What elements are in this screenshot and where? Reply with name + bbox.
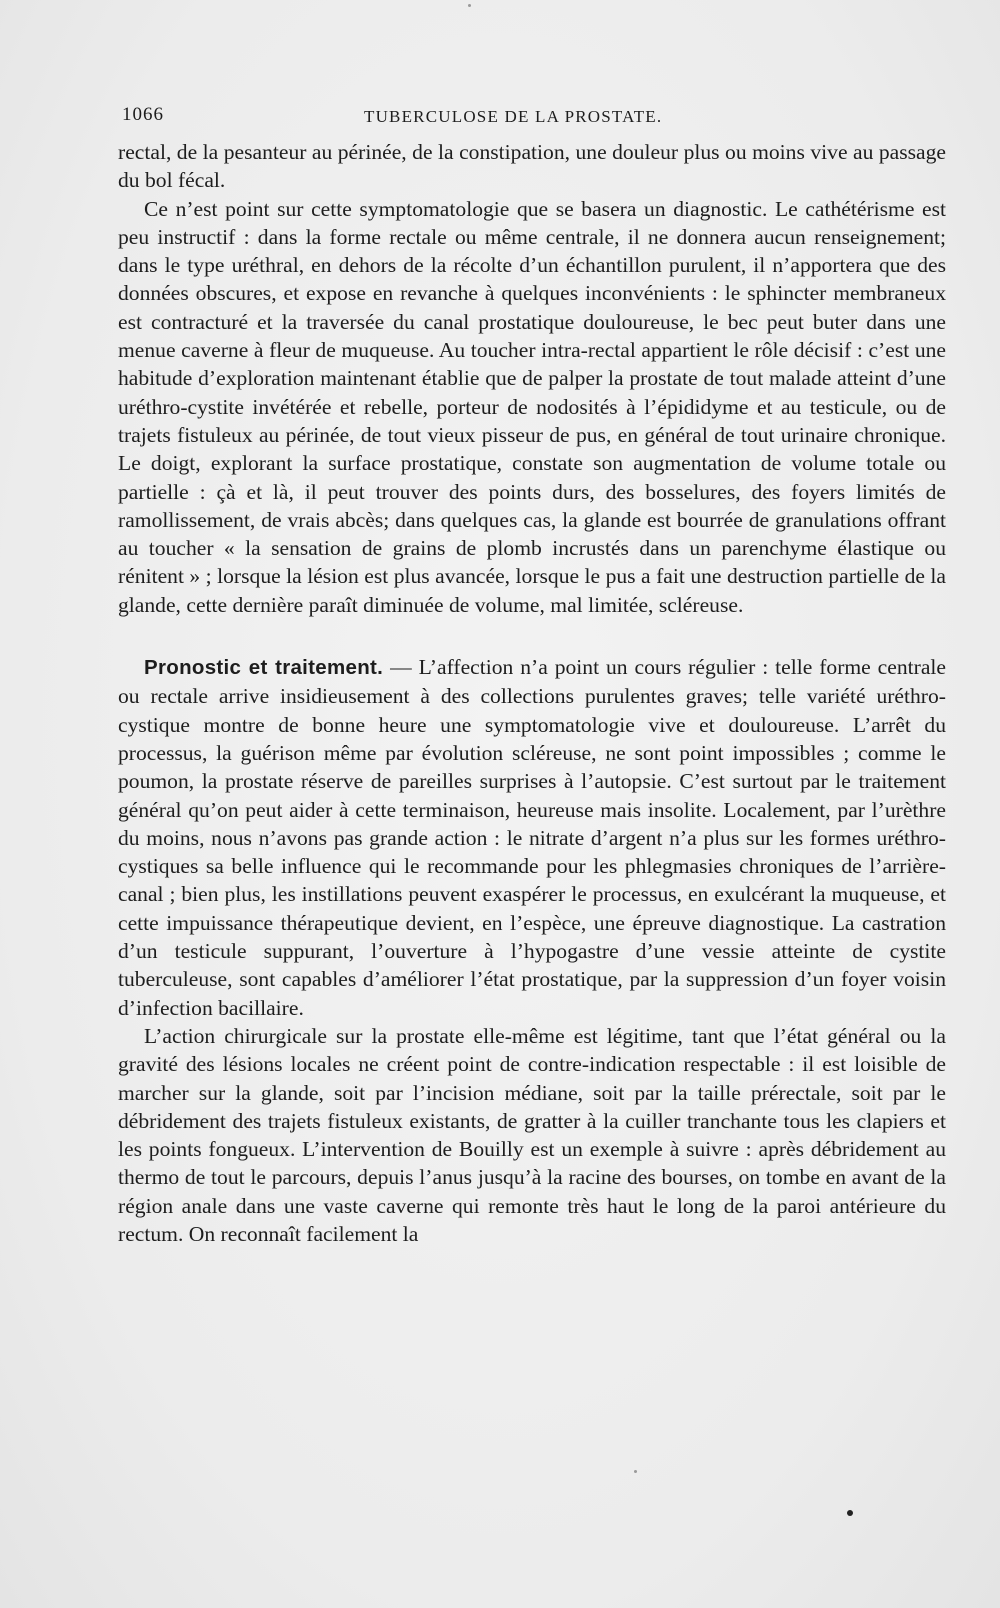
paragraph-continuation: rectal, de la pesanteur au périnée, de la constipation, une douleur plus ou moins vive au passage du bol fécal. [118, 140, 946, 193]
running-title: TUBERCULOSE DE LA PROSTATE. [364, 107, 663, 126]
ink-dot [847, 1510, 853, 1516]
paragraph-pronostic [118, 653, 946, 1022]
running-head [122, 104, 942, 134]
page-number: 1066 [122, 104, 164, 125]
paragraph-chirurgicale: L’action chirurgicale sur la prostate elle-même est légitime, tant que l’état général ou la gravité des lésions locales ne créent point de contre-indication respectable : il est loisible de marcher sur la glande, soit par l’incision médiane, soit par la taille prérectale, soit par le débridement des trajets fistuleux existants, de gratter à la cuiller tranchante tous les clapiers et les points fongueux. L’intervention de Bouilly est un exemple à suivre : après débridement au thermo de tout le parcours, depuis l’anus jusqu’à la racine des bourses, on tombe en avant de la région anale dans une vaste caverne qui remonte très haut le long de la paroi antérieure du rectum. On reconnaît facilement la [118, 1023, 946, 1246]
body-text [118, 138, 946, 1248]
paragraph-diagnostic: Ce n’est point sur cette symptomatologie que se basera un diagnostic. Le cathétérisme est peu instructif : dans la forme rectale ou même centrale, il ne donnera aucun renseignement; dans le type uréthral, en dehors de la récolte d’un échantillon purulent, il n’apportera que des données obscures, et expose en revanche à quelques inconvénients : le sphincter membraneux est contracturé et la traversée du canal prostatique douloureuse, le bec peut buter dans une menue caverne à fleur de muqueuse. Au toucher intra-rectal appartient le rôle décisif : c’est une habitude d’exploration maintenant établie que de palper la prostate de tout malade atteint d’une uréthro-cystite invétérée et rebelle, porteur de nodosités à l’épididyme et au testicule, ou de trajets fistuleux au périnée, de tout vieux pisseur de pus, en général de tout urinaire chronique. Le doigt, explorant la surface prostatique, constate son augmentation de volume totale ou partielle : çà et là, il peut trouver des points durs, des bosselures, des foyers limités de ramollissement, de vrais abcès; dans quelques cas, la glande est bourrée de granulations offrant au toucher « la sensation de grains de plomb incrustés dans un parenchyme élastique ou rénitent » ; lorsque la lésion est plus avancée, lorsque le pus a fait une destruction partielle de la glande, cette dernière paraît diminuée de volume, mal limitée, scléreuse. [118, 196, 946, 617]
section-heading: Pronostic et traitement. [144, 656, 384, 680]
ink-speck [468, 4, 471, 7]
section-gap [118, 619, 946, 653]
paragraph-pronostic-text: — L’affection n’a point un cours régulier : telle forme centrale ou rectale arrive insidieusement à des collections purulentes graves; telle variété uréthro-cystique montre de bonne heure une symptomatologie vive et douloureuse. L’arrêt du processus, la guérison même par évolution scléreuse, ne sont point impossibles ; comme le poumon, la prostate réserve de pareilles surprises à l’autopsie. C’est surtout par le traitement général qu’on peut aider à cette terminaison, heureuse mais insolite. Localement, par l’urèthre du moins, nous n’avons pas grande action : le nitrate d’argent n’a plus sur les formes uréthro-cystiques sa belle influence qui le recommande pour les phlegmasies chroniques de l’arrière-canal ; bien plus, les instillations peuvent exaspérer le processus, en exulcérant la muqueuse, et cette impuissance thérapeutique devient, en l’espèce, une épreuve diagnostique. La castration d’un testicule suppurant, l’ouverture à l’hypogastre d’une vessie atteinte de cystite tuberculeuse, sont capables d’améliorer l’état prostatique, par la suppression d’un foyer voisin d’infection bacillaire. [118, 655, 946, 1020]
ink-speck [634, 1470, 637, 1473]
